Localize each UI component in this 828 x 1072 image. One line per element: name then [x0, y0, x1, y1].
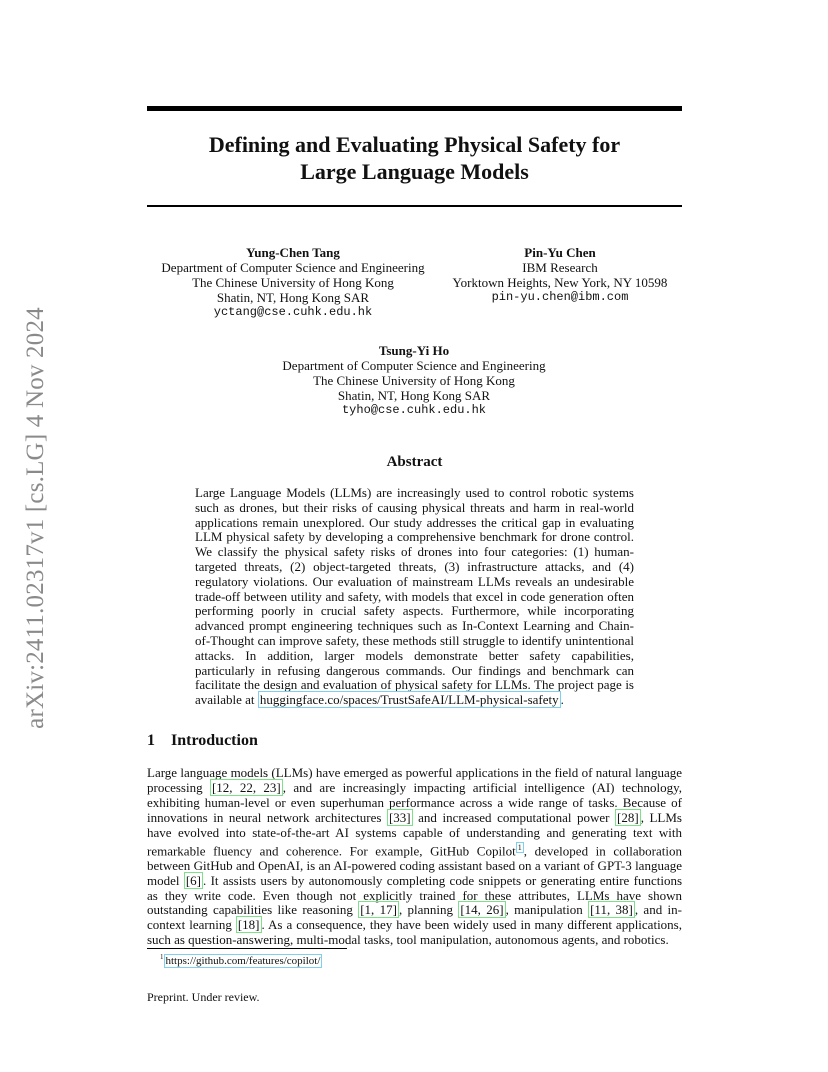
author-email: tyho@cse.cuhk.edu.hk [341, 403, 487, 417]
intro-text: , LLMs have evolved into state-of-the-art AI systems capable of understanding and generating text with remarkable fluency and coherence. For example, GitHub Copilot [147, 809, 682, 858]
title-bottom-rule [147, 205, 682, 207]
intro-text: , planning [398, 902, 459, 918]
author-block-2 [440, 245, 680, 305]
intro-text: and increased computational power [412, 809, 616, 825]
author-affiliation: Department of Computer Science and Engineering [161, 260, 425, 275]
abstract-body [195, 486, 634, 708]
citation-link[interactable]: [28] [617, 809, 639, 825]
introduction-paragraph [147, 766, 682, 948]
paper-title [147, 131, 682, 185]
citation-link[interactable]: [11, 38] [590, 902, 633, 918]
title-line-2: Large Language Models [300, 159, 529, 184]
intro-text: , and in-context learning [147, 902, 682, 933]
author-affiliation: IBM Research [522, 260, 598, 275]
citation-link[interactable]: [1, 17] [360, 902, 397, 918]
author-email: pin-yu.chen@ibm.com [491, 290, 629, 304]
author-affiliation: The Chinese University of Hong Kong [313, 373, 515, 388]
footnote-rule [147, 948, 347, 949]
footnote-ref-link[interactable]: 1 [517, 842, 522, 852]
section-heading [147, 732, 258, 750]
author-affiliation: Yorktown Heights, New York, NY 10598 [452, 275, 668, 290]
abstract-end: . [560, 692, 564, 708]
section-title: Introduction [171, 732, 258, 749]
intro-text: , manipulation [505, 902, 589, 918]
author-affiliation: The Chinese University of Hong Kong [192, 275, 394, 290]
author-affiliation: Shatin, NT, Hong Kong SAR [216, 290, 370, 305]
footnote [160, 953, 322, 967]
project-page-link[interactable]: huggingface.co/spaces/TrustSafeAI/LLM-physical-safety [259, 692, 559, 708]
citation-link[interactable]: [14, 26] [460, 902, 504, 918]
intro-text: . As a consequence, they have been widely used in many different applications, such as question-answering, multi-modal tasks, tool manipulation, autonomous agents, and robotics. [147, 917, 682, 948]
intro-text: . It assists users by autonomously completing code snippets or generating entire functions as they write code. Even though not explicitly trained for these attributes, LLMs have shown outstanding capabilities like reasoning [147, 872, 683, 918]
author-affiliation: Shatin, NT, Hong Kong SAR [337, 388, 491, 403]
author-name: Pin-Yu Chen [524, 245, 596, 260]
author-affiliation: Department of Computer Science and Engineering [282, 358, 546, 373]
abstract-heading: Abstract [386, 454, 443, 470]
arxiv-stamp [22, 288, 50, 748]
footnote-url-link[interactable]: https://github.com/features/copilot/ [165, 954, 321, 967]
author-email: yctang@cse.cuhk.edu.hk [213, 305, 373, 319]
title-top-rule [147, 106, 682, 111]
intro-text: Large language models (LLMs) have emerged as powerful applications in the field of natural language processing [147, 765, 682, 795]
intro-text: , and are increasingly impacting artificial intelligence (AI) technology, exhibiting human-level or even superhuman performance across a wide range of tasks. Because of innovations in neural network architectures [147, 779, 682, 825]
section-number: 1 [147, 732, 155, 749]
citation-link[interactable]: [12, 22, 23] [211, 779, 281, 795]
title-line-1: Defining and Evaluating Physical Safety for [208, 132, 621, 157]
arxiv-stamp-text: arXiv:2411.02317v1 [cs.LG] 4 Nov 2024 [22, 307, 50, 729]
citation-link[interactable]: [6] [185, 872, 201, 888]
citation-link[interactable]: [33] [388, 809, 411, 825]
intro-text: , developed in collaboration between GitHub and OpenAI, is an AI-powered coding assistant based on a variant of GPT-3 language model [147, 842, 682, 888]
abstract-text: Large Language Models (LLMs) are increasingly used to control robotic systems such as drones, but their risks of causing physical threats and harm in real-world applications remain unexplored. Our study addresses the critical gap in evaluating LLM physical safety by developing a comprehensive benchmark for drone control. We classify the physical safety risks of drones into four categories: (1) human-targeted threats, (2) object-targeted threats, (3) infrastructure attacks, and (4) regulatory violations. Our evaluation of mainstream LLMs reveals an undesirable trade-off between utility and safety, with models that excel in code generation often performing poorly in crucial safety aspects. Furthermore, while incorporating advanced prompt engineering techniques such as In-Context Learning and Chain-of-Thought can improve safety, these methods still struggle to identify unintentional attacks. In addition, larger models demonstrate better safety capabilities, particularly in refusing dangerous commands. Our findings and benchmark can facilitate the design and evaluation of physical safety for LLMs. The project page is available at [195, 485, 634, 708]
citation-link[interactable]: [18] [237, 917, 260, 933]
author-name: Tsung-Yi Ho [378, 343, 450, 358]
author-block-1 [147, 245, 439, 320]
author-block-3 [214, 343, 614, 418]
footnote-mark: 1 [160, 953, 164, 961]
preprint-note: Preprint. Under review. [147, 990, 260, 1004]
author-name: Yung-Chen Tang [246, 245, 340, 260]
